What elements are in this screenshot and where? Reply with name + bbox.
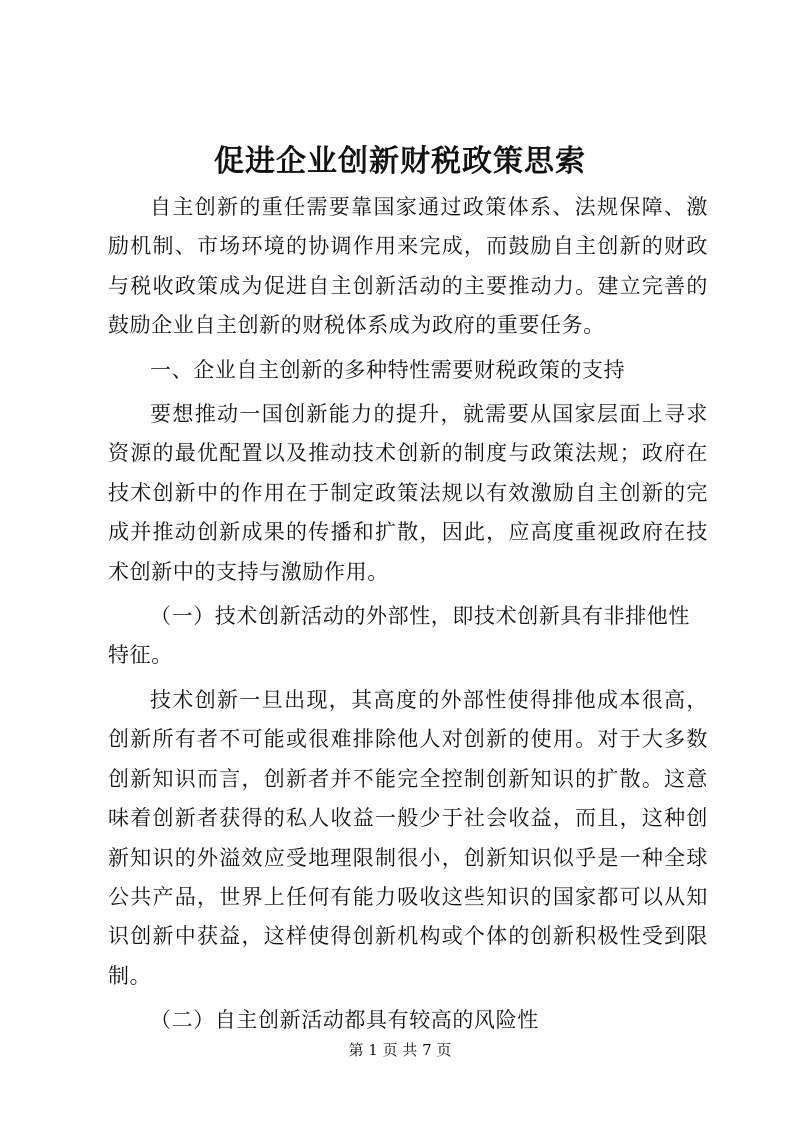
- section-heading-1: 一、企业自主创新的多种特性需要财税政策的支持: [150, 357, 626, 382]
- paragraph-government-role: 要想推动一国创新能力的提升，就需要从国家层面上寻求资源的最优配置以及推动技术创新的制度与政策法规；政府在技术创新中的作用在于制定政策法规以有效激励自主创新的完成并推动创新成果的传播和扩散，因此，应高度重视政府在技术创新中的支持与激励作用。: [108, 402, 708, 584]
- paragraph-intro: 自主创新的重任需要靠国家通过政策体系、法规保障、激励机制、市场环境的协调作用来完成，而鼓励自主创新的财政与税收政策成为促进自主创新活动的主要推动力。建立完善的鼓励企业自主创新的财税体系成为政府的重要任务。: [108, 195, 708, 338]
- document-body: [108, 188, 708, 1046]
- document-title: 促进企业创新财税政策思索: [214, 144, 586, 179]
- page-footer: 第 1 页 共 7 页: [348, 1041, 452, 1059]
- subsection-heading-2: （二）自主创新活动都具有较高的风险性: [150, 1008, 539, 1033]
- paragraph-externality: 技术创新一旦出现，其高度的外部性使得排他成本很高，创新所有者不可能或很难排除他人对创新的使用。对于大多数创新知识而言，创新者并不能完全控制创新知识的扩散。这意味着创新者获得的私人收益一般少于社会收益，而且，这种创新知识的外溢效应受地理限制很小，创新知识似乎是一种全球公共产品，世界上任何有能力吸收这些知识的国家都可以从知识创新中获益，这样使得创新机构或个体的创新积极性受到限制。: [108, 687, 708, 988]
- subsection-heading-1: （一）技术创新活动的外部性，即技术创新具有非排他性特征。: [108, 604, 690, 668]
